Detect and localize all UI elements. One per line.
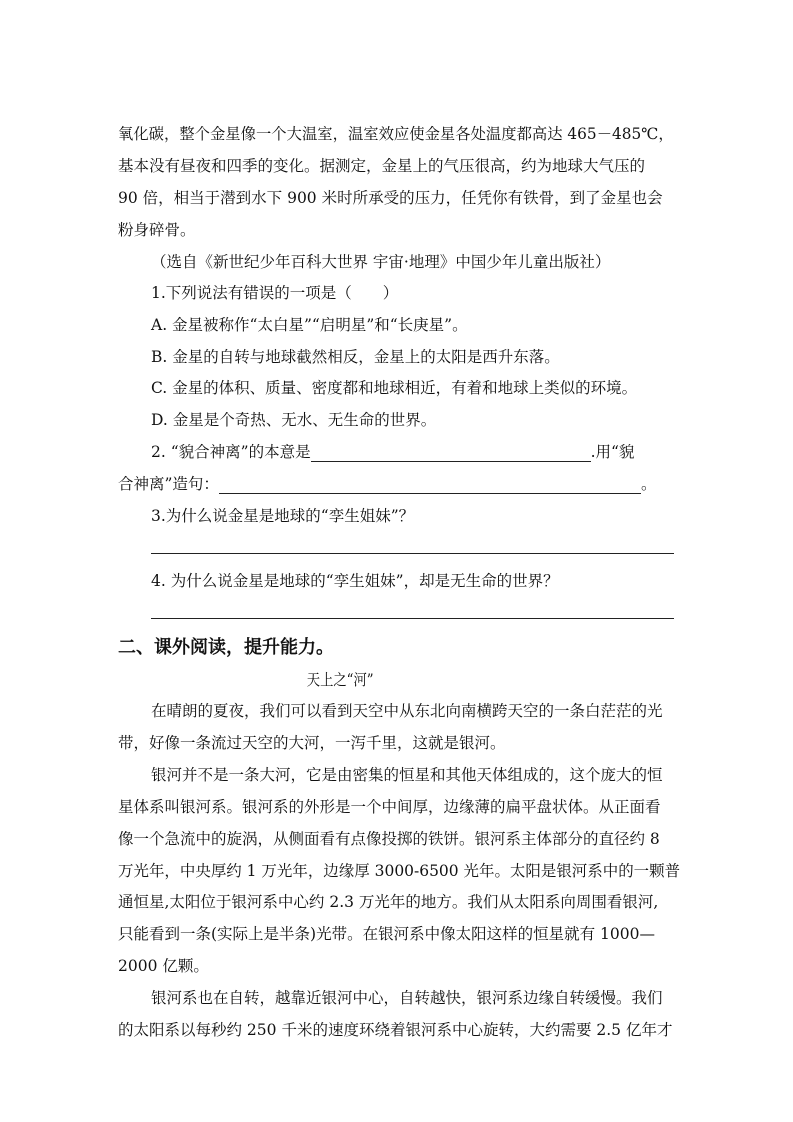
- section-2-line-3: 银河并不是一条大河，它是由密集的恒星和其他天体组成的，这个庞大的恒: [151, 766, 663, 784]
- question-4-answer-line[interactable]: [151, 618, 674, 619]
- section-2-line-9: 2000 亿颗。: [118, 957, 209, 975]
- question-1-option-c: C. 金星的体积、质量、密度都和地球相近，有着和地球上类似的环境。: [151, 379, 638, 397]
- section-2-line-6: 万光年，中央厚约 1 万光年，边缘厚 3000-6500 光年。太阳是银河系中的一颗普: [118, 862, 681, 880]
- section-2-line-7: 通恒星,太阳位于银河系中心约 2.3 万光年的地方。我们从太阳系向周围看银河,: [118, 893, 659, 911]
- question-1-option-b: B. 金星的自转与地球截然相反，金星上的太阳是西升东落。: [151, 348, 560, 366]
- question-2-line-1: 2. “貌合神离”的本意是 .用“貌: [151, 443, 635, 461]
- passage1-line-3: 90 倍，相当于潜到水下 900 米时所承受的压力，任凭你有铁骨，到了金星也会: [118, 189, 663, 207]
- section-2-line-5: 像一个急流中的旋涡，从侧面看有点像投掷的铁饼。银河系主体部分的直径约 8: [118, 830, 660, 848]
- question-4-stem: 4. 为什么说金星是地球的“孪生姐妹”，却是无生命的世界？: [151, 572, 559, 590]
- question-1-stem: 1.下列说法有错误的一项是（ ）: [151, 284, 399, 302]
- section-2-line-2: 带，好像一条流过天空的大河，一泻千里，这就是银河。: [118, 734, 506, 752]
- section-2-line-8: 只能看到一条(实际上是半条)光带。在银河系中像太阳这样的恒星就有 1000—: [118, 925, 655, 943]
- passage1-line-1: 氧化碳，整个金星像一个大温室，温室效应使金星各处温度都高达 465－485℃，: [118, 125, 674, 143]
- question-1-option-a: A. 金星被称作“太白星”“启明星”和“长庚星”。: [151, 316, 468, 334]
- passage1-line-2: 基本没有昼夜和四季的变化。据测定，金星上的气压很高，约为地球大气压的: [118, 157, 646, 175]
- section-2-heading: 二、课外阅读，提升能力。: [118, 637, 334, 658]
- question-2-line-2: 合神离”造句： 。: [118, 475, 657, 493]
- question-3-answer-line[interactable]: [151, 553, 674, 554]
- section-2-line-4: 星体系叫银河系。银河系的外形是一个中间厚，边缘薄的扁平盘状体。从正面看: [118, 798, 661, 816]
- section-2-line-11: 的太阳系以每秒约 250 千米的速度环绕着银河系中心旋转，大约需要 2.5 亿年才: [118, 1021, 673, 1039]
- question-3-stem: 3.为什么说金星是地球的“孪生姐妹”？: [151, 507, 415, 525]
- question-2-blank-meaning[interactable]: [311, 445, 591, 462]
- passage1-source: （选自《新世纪少年百科大世界 宇宙·地理》中国少年儿童出版社）: [151, 253, 611, 271]
- question-1-option-d: D. 金星是个奇热、无水、无生命的世界。: [151, 411, 437, 429]
- section-2-line-10: 银河系也在自转，越靠近银河中心，自转越快，银河系边缘自转缓慢。我们: [151, 989, 663, 1007]
- section-2-line-1: 在晴朗的夏夜，我们可以看到天空中从东北向南横跨天空的一条白茫茫的光: [151, 702, 663, 720]
- passage1-line-4: 粉身碎骨。: [118, 221, 196, 239]
- question-2-blank-sentence[interactable]: [219, 477, 641, 494]
- section-2-title: 天上之“河”: [306, 671, 374, 689]
